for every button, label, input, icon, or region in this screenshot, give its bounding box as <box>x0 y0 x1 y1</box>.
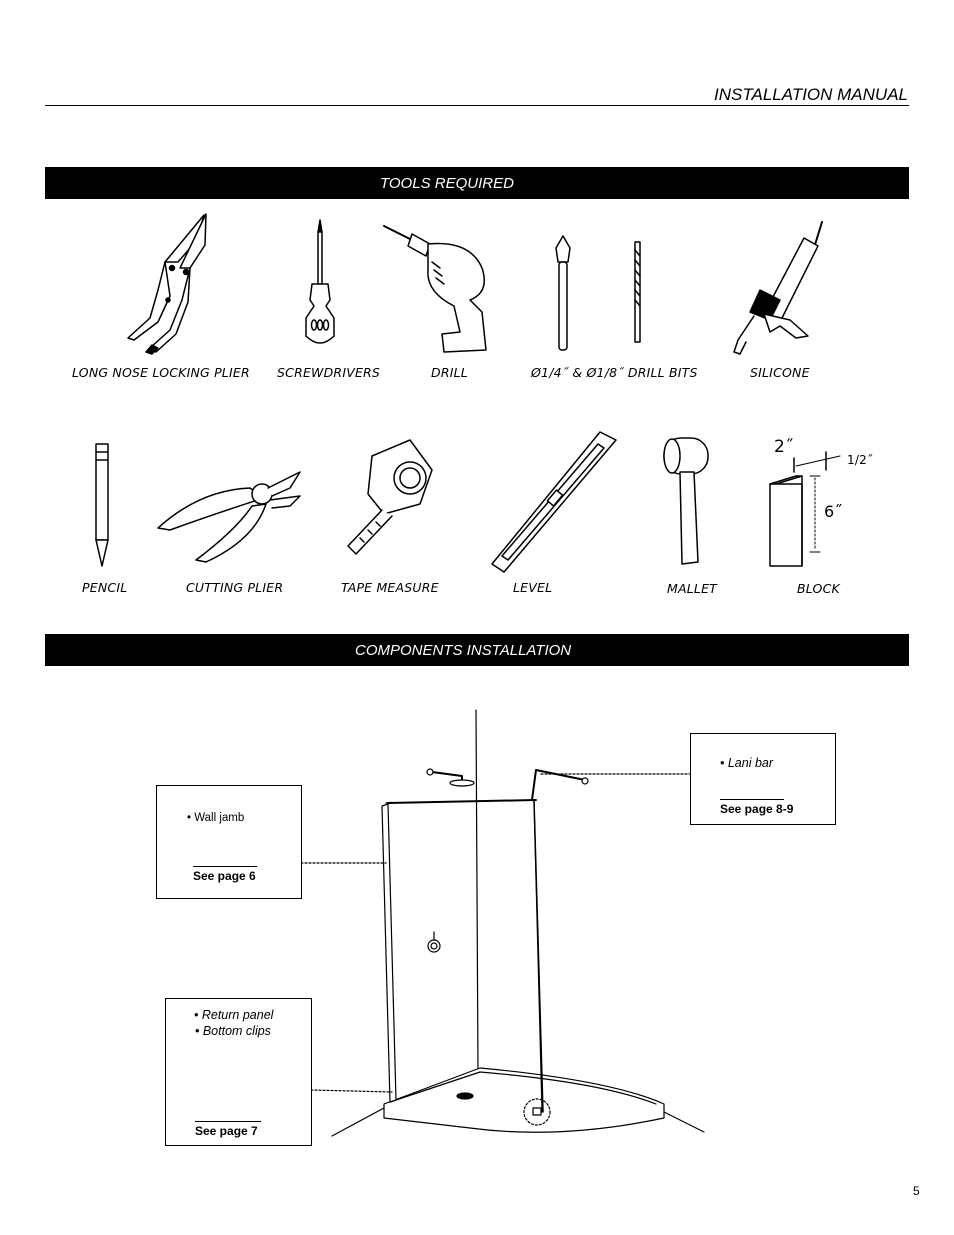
see-page-7-link[interactable]: See page 7 <box>195 1121 261 1138</box>
valve-icon <box>428 940 440 952</box>
page-number: 5 <box>913 1184 920 1198</box>
block-thickness-label: 1/2˝ <box>847 453 874 467</box>
wall-corner-line <box>476 710 478 1070</box>
components-installation-heading: COMPONENTS INSTALLATION <box>355 642 572 659</box>
tools-required-heading: TOOLS REQUIRED <box>380 175 514 192</box>
block-height-label: 6˝ <box>824 502 843 521</box>
callout-item-lani-bar: • Lani bar <box>720 756 774 770</box>
tool-label-mallet: MALLET <box>667 581 717 596</box>
left-floor-line <box>332 1108 384 1136</box>
shower-base <box>384 1068 664 1132</box>
callout-lani-bar <box>690 733 836 825</box>
block-width-label: 2˝ <box>774 437 794 457</box>
tool-label-tape-measure: TAPE MEASURE <box>341 580 439 595</box>
callout-wall-jamb <box>156 785 302 899</box>
see-page-6-link[interactable]: See page 6 <box>193 866 257 883</box>
wall-jamb <box>382 804 396 1102</box>
see-page-8-9-link[interactable]: See page 8-9 <box>720 799 784 816</box>
return-panel-leader <box>311 1090 392 1092</box>
callout-item-bottom-clips: • Bottom clips <box>195 1024 271 1038</box>
tool-label-level: LEVEL <box>513 580 553 595</box>
tool-label-drill: DRILL <box>431 365 468 380</box>
tool-label-cutting-plier: CUTTING PLIER <box>186 580 284 595</box>
tool-label-pencil: PENCIL <box>82 580 128 595</box>
tool-label-screwdrivers: SCREWDRIVERS <box>277 365 381 380</box>
tool-label-locking-plier: LONG NOSE LOCKING PLIER <box>72 365 250 380</box>
manual-title: INSTALLATION MANUAL <box>714 85 908 104</box>
callout-return-panel <box>165 998 312 1146</box>
tool-label-silicone: SILICONE <box>750 365 810 380</box>
callout-item-wall-jamb: • Wall jamb <box>187 812 245 824</box>
callout-item-return-panel: • Return panel <box>194 1008 274 1022</box>
tool-label-block: BLOCK <box>797 581 840 596</box>
right-floor-line <box>660 1110 704 1132</box>
tool-label-drill-bits: Ø1/4˝ & Ø1/8˝ DRILL BITS <box>531 365 698 380</box>
drain-icon <box>457 1093 473 1099</box>
